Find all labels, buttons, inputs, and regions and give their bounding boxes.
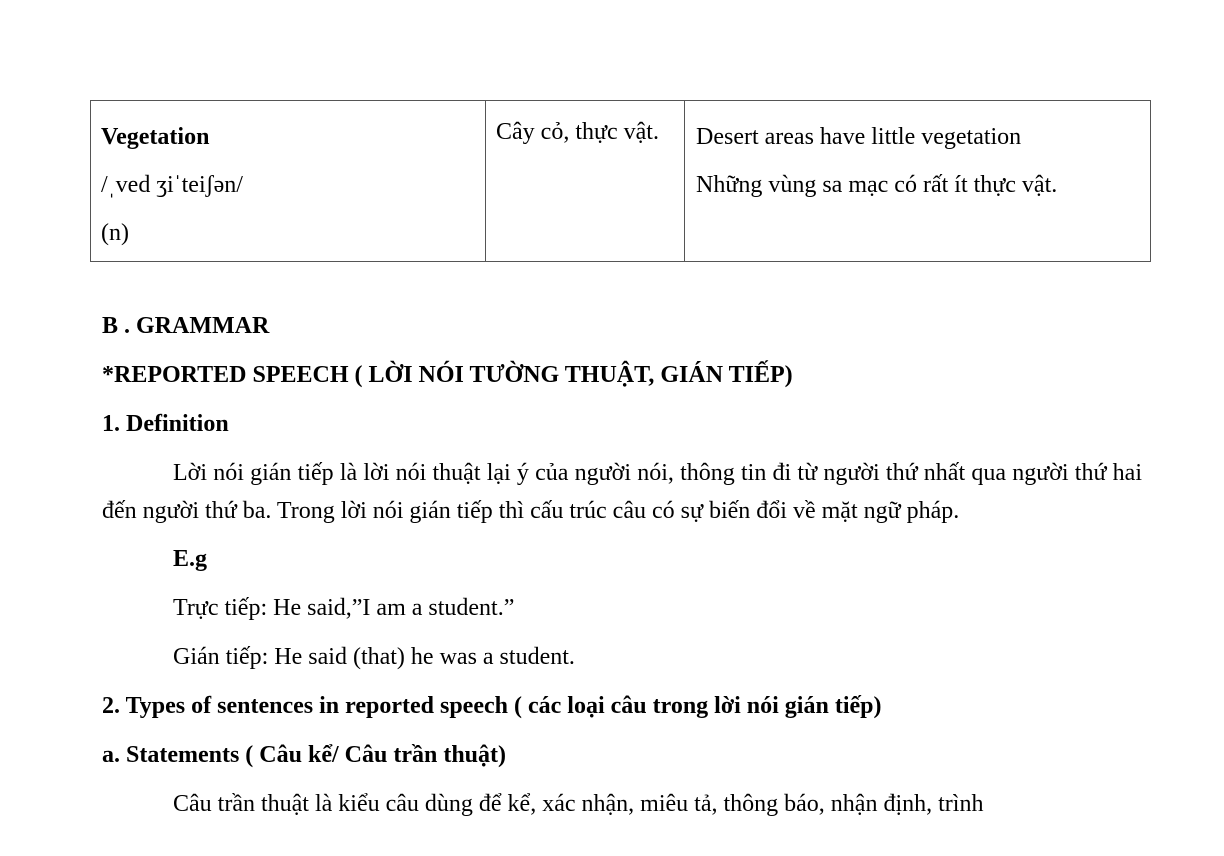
statements-heading: a. Statements ( Câu kể/ Câu trần thuật) <box>102 742 506 768</box>
indirect-speech-example: Gián tiếp: He said (that) he was a student. <box>173 644 575 670</box>
example-cell <box>685 101 1151 262</box>
vocabulary-table <box>90 100 1151 262</box>
direct-speech-example: Trực tiếp: He said,”I am a student.” <box>173 595 515 621</box>
topic-title: *REPORTED SPEECH ( LỜI NÓI TƯỜNG THUẬT, GIÁN TIẾP) <box>102 362 793 388</box>
definition-paragraph: Lời nói gián tiếp là lời nói thuật lại ý của người nói, thông tin đi từ người thứ nhất qua người thứ hai đến người thứ ba. Trong lời nói gián tiếp thì cấu trúc câu có sự biến đổi về mặt ngữ pháp. <box>102 460 1142 524</box>
word-cell <box>91 101 486 262</box>
example-english: Desert areas have little vegetation <box>696 124 1022 150</box>
section-title: B . GRAMMAR <box>102 313 270 339</box>
types-heading: 2. Types of sentences in reported speech ( các loại câu trong lời nói gián tiếp) <box>102 693 882 719</box>
vocab-word: Vegetation <box>101 124 210 150</box>
vocab-part-of-speech: (n) <box>101 220 129 246</box>
grammar-section <box>102 302 1142 828</box>
meaning-cell <box>486 101 685 262</box>
statements-paragraph: Câu trần thuật là kiểu câu dùng để kể, xác nhận, miêu tả, thông báo, nhận định, trình <box>173 791 984 817</box>
vocab-ipa: /ˌved ʒiˈteiʃən/ <box>101 172 243 198</box>
table-row <box>91 101 1151 262</box>
example-label: E.g <box>173 546 208 572</box>
definition-heading: 1. Definition <box>102 411 229 437</box>
vocab-meaning: Cây cỏ, thực vật. <box>496 119 659 145</box>
example-vietnamese: Những vùng sa mạc có rất ít thực vật. <box>696 172 1058 198</box>
